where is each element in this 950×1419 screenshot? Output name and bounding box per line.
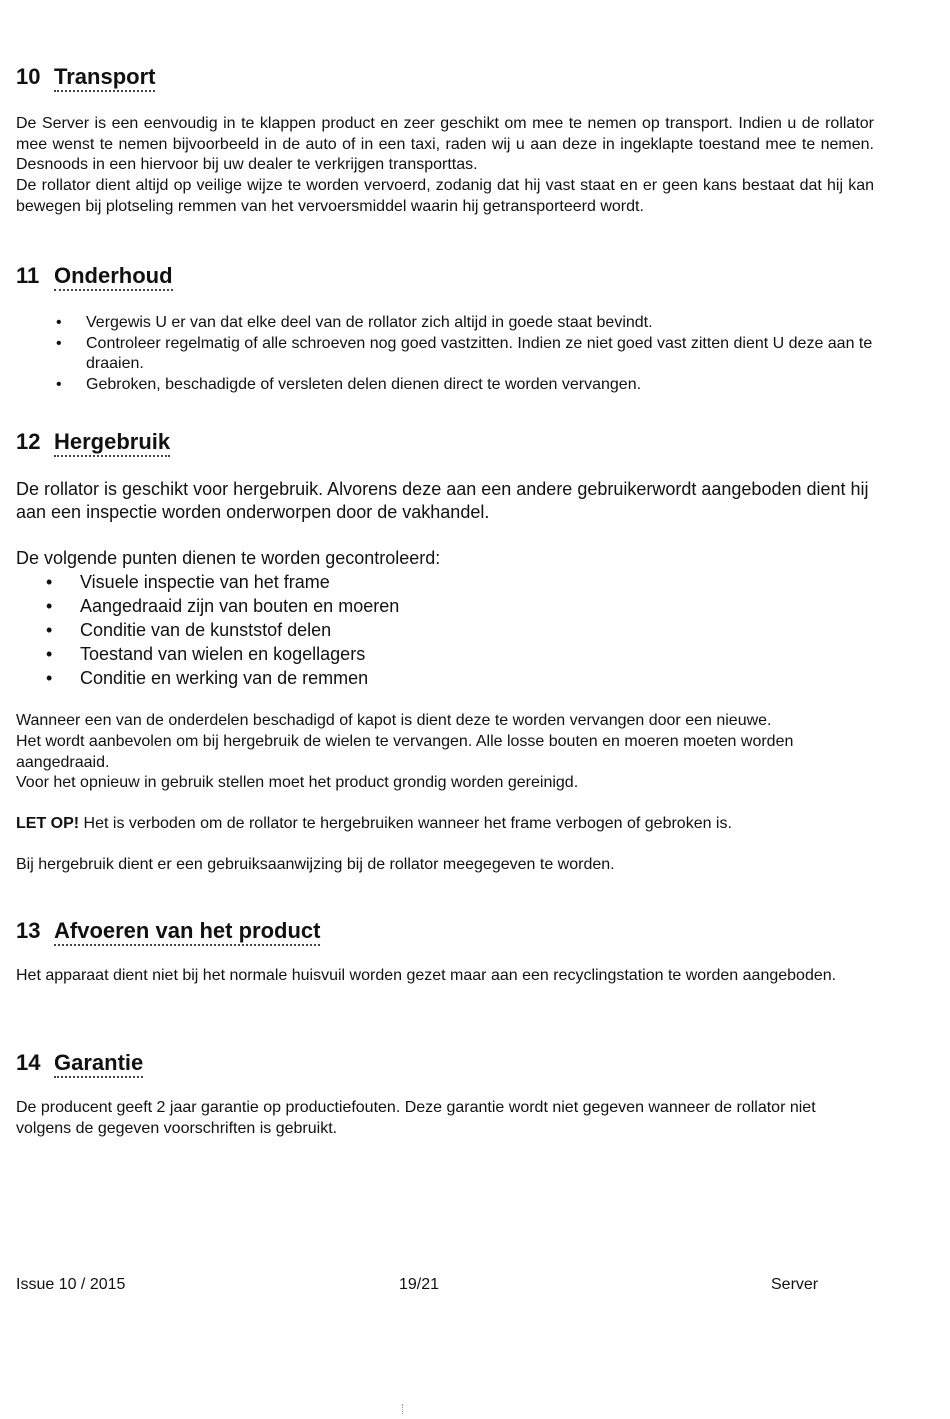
list-item: • Vergewis U er van dat elke deel van de rollator zich altijd in goede staat bevindt. — [16, 313, 874, 334]
scan-mark — [402, 1404, 405, 1414]
paragraph: De rollator dient altijd op veilige wijze te worden vervoerd, zodanig dat hij vast staat en er geen kans bestaat dat hij kan bewegen bij plotseling remmen van het vervoersmiddel waarin hij getransporteerd wordt. — [16, 177, 874, 215]
bullet-icon: • — [46, 644, 53, 664]
bullet-icon: • — [46, 572, 53, 592]
section-heading-afvoeren — [16, 918, 320, 944]
section-heading-hergebruik — [16, 429, 170, 455]
section-heading-onderhoud — [16, 263, 173, 289]
warning-label: LET OP! — [16, 815, 80, 832]
paragraph: Het apparaat dient niet bij het normale huisvuil worden gezet maar aan een recyclingstation te worden aangeboden. — [16, 967, 837, 984]
paragraph: Wanneer een van de onderdelen beschadigd of kapot is dient deze te worden vervangen door een nieuwe. — [16, 712, 772, 729]
bullet-icon: • — [56, 334, 62, 352]
paragraph: Bij hergebruik dient er een gebruiksaanwijzing bij de rollator meegegeven te worden. — [16, 856, 615, 873]
list-item: • Controleer regelmatig of alle schroeven nog goed vastzitten. Indien ze niet goed vast zitten dient U deze aan te draaien. — [56, 334, 873, 372]
footer-page-number: 19/21 — [399, 1276, 440, 1293]
warning-paragraph — [16, 814, 874, 835]
paragraph: De Server is een eenvoudig in te klappen product en zeer geschikt om mee te nemen op transport. Indien u de rollator mee wenst te nemen bijvoorbeeld in de auto of in een taxi, raden wij u aan deze in ingeklapte toestand mee te nemen. Desnoods in een hiervoor bij uw dealer te verkrijgen transporttas. — [16, 115, 874, 173]
paragraph: De producent geeft 2 jaar garantie op productiefouten. Deze garantie wordt niet gegeven wanneer de rollator niet volgens de gegeven voorschriften is gebruikt. — [16, 1099, 816, 1137]
section-heading-transport — [16, 64, 155, 90]
section-number: 14 — [16, 1050, 41, 1075]
paragraph: De rollator is geschikt voor hergebruik. Alvorens deze aan een andere gebruikerwordt aangeboden dient hij aan een inspectie worden onderworpen door de vakhandel. — [16, 479, 869, 522]
section-title: Afvoeren van het product — [54, 918, 320, 946]
section-title: Onderhoud — [54, 263, 173, 291]
list-item: • Conditie van de kunststof delen — [46, 620, 332, 640]
list-item: • Conditie en werking van de remmen — [46, 668, 369, 688]
paragraph: Het wordt aanbevolen om bij hergebruik de wielen te vervangen. Alle losse bouten en moeren moeten worden aangedraaid. — [16, 733, 794, 771]
section-number: 13 — [16, 918, 41, 943]
list-item: • Toestand van wielen en kogellagers — [46, 644, 366, 664]
checklist-intro: De volgende punten dienen te worden gecontroleerd: — [16, 548, 441, 568]
section-number: 10 — [16, 64, 41, 89]
footer-issue: Issue 10 / 2015 — [16, 1276, 126, 1293]
footer-product: Server — [771, 1276, 819, 1293]
bullet-icon: • — [46, 596, 53, 616]
warning-text: Het is verboden om de rollator te hergebruiken wanneer het frame verbogen of gebroken is. — [79, 815, 732, 832]
maintenance-list — [16, 313, 874, 395]
bullet-icon: • — [56, 314, 62, 331]
list-item: • Gebroken, beschadigde of versleten delen dienen direct te worden vervangen. — [16, 375, 874, 396]
bullet-icon: • — [46, 668, 53, 688]
list-item: • Aangedraaid zijn van bouten en moeren — [46, 596, 400, 616]
section-heading-garantie — [16, 1050, 143, 1076]
bullet-icon: • — [56, 375, 62, 393]
section-number: 11 — [16, 263, 40, 288]
inspection-checklist — [16, 570, 874, 690]
paragraph: Voor het opnieuw in gebruik stellen moet het product grondig worden gereinigd. — [16, 774, 579, 791]
section-title: Hergebruik — [54, 429, 170, 457]
bullet-icon: • — [46, 620, 53, 640]
section-title: Garantie — [54, 1050, 143, 1078]
section-number: 12 — [16, 429, 41, 454]
list-item: • Visuele inspectie van het frame — [46, 572, 330, 592]
section-title: Transport — [54, 64, 155, 92]
